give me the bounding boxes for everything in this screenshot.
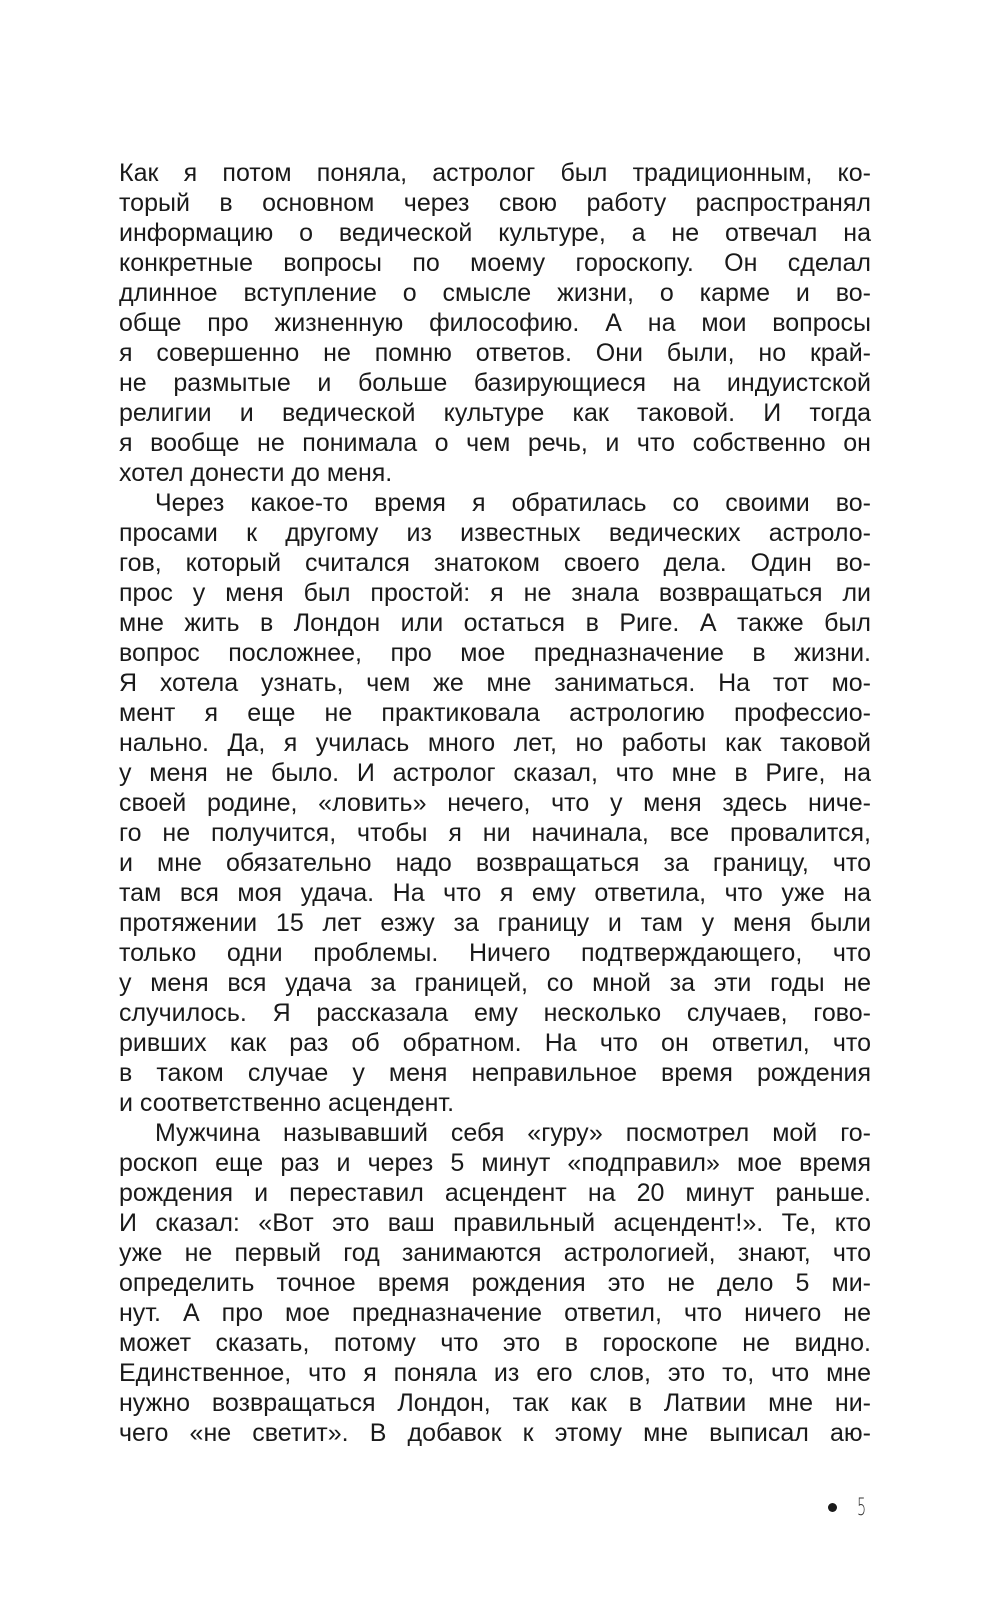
text-line: роскоп еще раз и через 5 минут «подправил» мое время — [119, 1149, 871, 1177]
text-line: своей родине, «ловить» нечего, что у меня здесь ниче- — [119, 789, 871, 817]
page-number: 5 — [857, 1493, 867, 1521]
text-line: нут. А про мое предназначение ответил, что ничего не — [119, 1299, 871, 1327]
text-line: случилось. Я рассказала ему несколько случаев, гово- — [119, 999, 871, 1027]
text-line: торый в основном через свою работу распространял — [119, 189, 871, 217]
text-line: может сказать, потому что это в гороскопе не видно. — [119, 1329, 871, 1357]
text-line: Через какое-то время я обратилась со своими во- — [155, 489, 871, 517]
text-line: Мужчина называвший себя «гуру» посмотрел мой го- — [155, 1119, 871, 1147]
paragraph — [119, 158, 871, 488]
text-line: хотел донести до меня. — [119, 459, 393, 487]
text-line: Единственное, что я поняла из его слов, это то, что мне — [119, 1359, 871, 1387]
text-line: гов, который считался знатоком своего дела. Один во- — [119, 549, 871, 577]
text-line: не размытые и больше базирующиеся на индуистской — [119, 369, 871, 397]
text-line: вопрос посложнее, про мое предназначение в жизни. — [119, 639, 871, 667]
text-line: нужно возвращаться Лондон, так как в Латвии мне ни- — [119, 1389, 871, 1417]
bullet-icon — [828, 1503, 837, 1512]
text-line: длинное вступление о смысле жизни, о карме и во- — [119, 279, 871, 307]
text-line: религии и ведической культуре как таковой. И тогда — [119, 399, 871, 427]
text-line: Как я потом поняла, астролог был традиционным, ко- — [119, 159, 871, 187]
page-text — [119, 158, 871, 1448]
text-line: го не получится, чтобы я ни начинала, все провалится, — [119, 819, 871, 847]
text-line: определить точное время рождения это не дело 5 ми- — [119, 1269, 871, 1297]
text-line: мент я еще не практиковала астрологию профессио- — [119, 699, 871, 727]
text-line: чего «не светит». В добавок к этому мне выписал аю- — [119, 1419, 871, 1447]
text-line: только одни проблемы. Ничего подтверждающего, что — [119, 939, 871, 967]
text-line: И сказал: «Вот это ваш правильный асцендент!». Те, кто — [119, 1209, 871, 1237]
text-line: информацию о ведической культуре, а не отвечал на — [119, 219, 871, 247]
text-line: я вообще не понимала о чем речь, и что собственно он — [119, 429, 871, 457]
text-line: прос у меня был простой: я не знала возвращаться ли — [119, 579, 871, 607]
text-line: уже не первый год занимаются астрологией, знают, что — [119, 1239, 871, 1267]
text-line: просами к другому из известных ведических астроло- — [119, 519, 871, 547]
text-line: там вся моя удача. На что я ему ответила, что уже на — [119, 879, 871, 907]
text-line: у меня не было. И астролог сказал, что мне в Риге, на — [119, 759, 871, 787]
text-line: у меня вся удача за границей, со мной за эти годы не — [119, 969, 871, 997]
text-line: рождения и переставил асцендент на 20 минут раньше. — [119, 1179, 871, 1207]
text-line: обще про жизненную философию. А на мои вопросы — [119, 309, 871, 337]
page-footer — [828, 1492, 872, 1522]
text-line: ривших как раз об обратном. На что он ответил, что — [119, 1029, 871, 1057]
text-line: нально. Да, я училась много лет, но работы как таковой — [119, 729, 871, 757]
paragraph — [119, 488, 871, 1118]
paragraph — [119, 1118, 871, 1448]
text-line: я совершенно не помню ответов. Они были, но край- — [119, 339, 871, 367]
text-line: и мне обязательно надо возвращаться за границу, что — [119, 849, 871, 877]
text-line: в таком случае у меня неправильное время рождения — [119, 1059, 871, 1087]
text-line: мне жить в Лондон или остаться в Риге. А также был — [119, 609, 871, 637]
text-line: протяжении 15 лет езжу за границу и там у меня были — [119, 909, 871, 937]
text-line: Я хотела узнать, чем же мне заниматься. На тот мо- — [119, 669, 871, 697]
text-line: и соответственно асцендент. — [119, 1089, 455, 1117]
text-line: конкретные вопросы по моему гороскопу. Он сделал — [119, 249, 871, 277]
